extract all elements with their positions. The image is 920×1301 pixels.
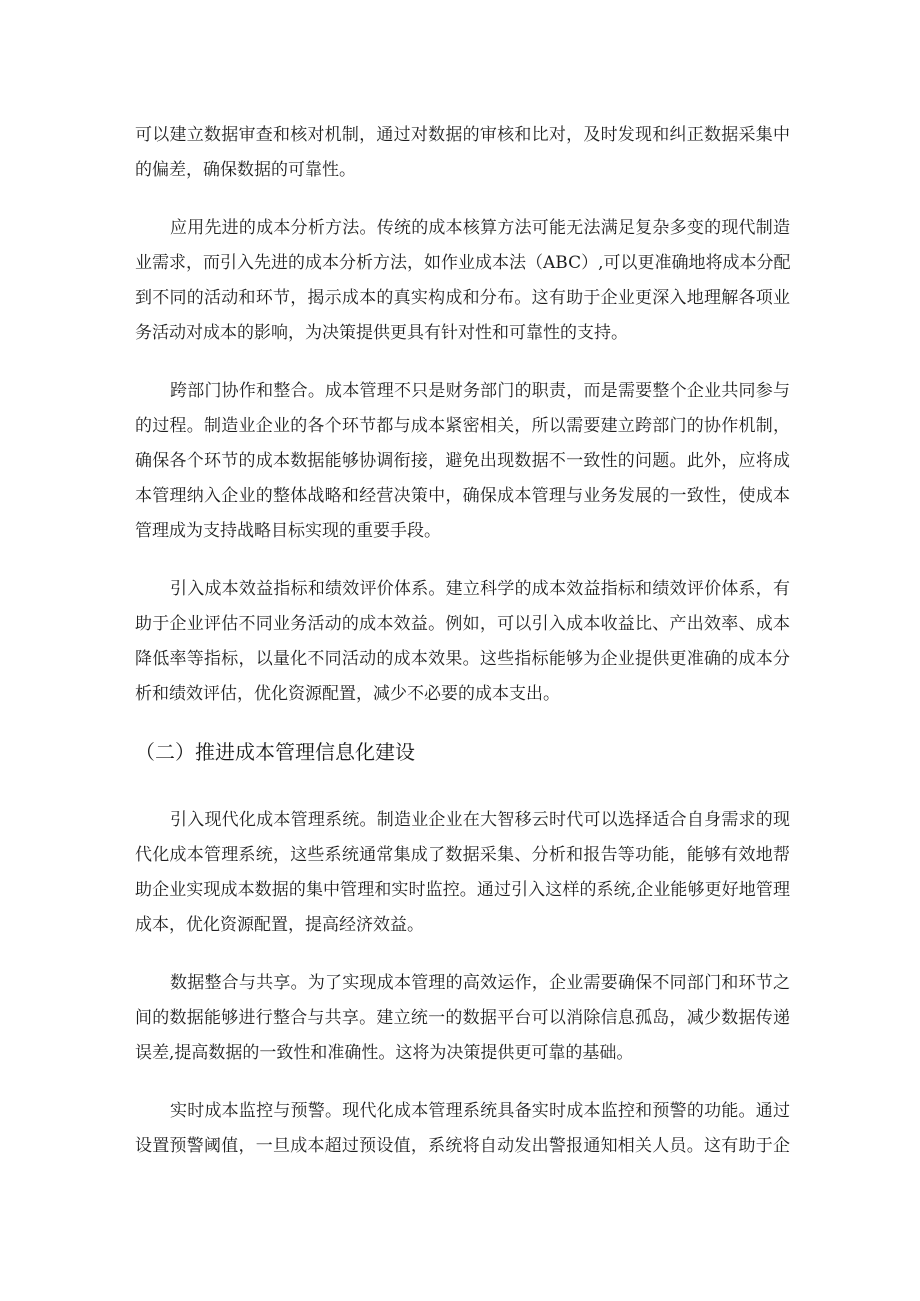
text-line: 引入现代化成本管理系统。制造业企业在大智移云时代可以选择适合自身需求的现 <box>170 810 790 830</box>
paragraph-performance-indicators <box>135 572 790 712</box>
text-line: 的偏差，确保数据的可靠性。 <box>135 160 356 180</box>
text-line: 数据整合与共享。为了实现成本管理的高效运作，企业需要确保不同部门和环节之 <box>170 973 790 993</box>
text-line: 实时成本监控与预警。现代化成本管理系统具备实时成本监控和预警的功能。通过 <box>170 1101 790 1121</box>
text-line: 本管理纳入企业的整体战略和经营决策中，确保成本管理与业务发展的一致性，使成本 <box>135 486 790 506</box>
paragraph-cross-department <box>135 374 790 549</box>
text-line: 确保各个环节的成本数据能够协调衔接，避免出现数据不一致性的问题。此外，应将成 <box>135 451 790 471</box>
text-line: 可以建立数据审查和核对机制，通过对数据的审核和比对，及时发现和纠正数据采集中 <box>135 125 790 145</box>
text-line: 降低率等指标，以量化不同活动的成本效果。这些指标能够为企业提供更准确的成本分 <box>135 649 790 669</box>
text-line: 到不同的活动和环节，揭示成本的真实构成和分布。这有助于企业更深入地理解各项业 <box>135 288 790 308</box>
paragraph-cost-analysis-methods <box>135 211 790 351</box>
text-line: 务活动对成本的影响，为决策提供更具有针对性和可靠性的支持。 <box>135 323 628 343</box>
text-line: 引入成本效益指标和绩效评价体系。建立科学的成本效益指标和绩效评价体系，有 <box>170 579 790 599</box>
paragraph-cost-management-system <box>135 803 790 943</box>
text-line: 间的数据能够进行整合与共享。建立统一的数据平台可以消除信息孤岛，减少数据传递 <box>135 1008 790 1028</box>
paragraph-realtime-monitoring <box>135 1094 790 1164</box>
document-body <box>135 118 790 1164</box>
paragraph-data-review-continuation <box>135 118 790 188</box>
text-line: 应用先进的成本分析方法。传统的成本核算方法可能无法满足复杂多变的现代制造 <box>170 218 790 238</box>
text-line: 助于企业评估不同业务活动的成本效益。例如，可以引入成本收益比、产出效率、成本 <box>135 614 790 634</box>
paragraph-data-integration <box>135 966 790 1071</box>
text-line: 析和绩效评估，优化资源配置，减少不必要的成本支出。 <box>135 684 560 704</box>
text-line: 业需求，而引入先进的成本分析方法，如作业成本法（ABC）,可以更准确地将成本分配 <box>135 253 790 273</box>
text-line: 助企业实现成本数据的集中管理和实时监控。通过引入这样的系统,企业能够更好地管理 <box>135 880 790 900</box>
text-line: 管理成为支持战略目标实现的重要手段。 <box>135 521 441 541</box>
text-line: 跨部门协作和整合。成本管理不只是财务部门的职责，而是需要整个企业共同参与 <box>170 381 790 401</box>
text-line: 代化成本管理系统，这些系统通常集成了数据采集、分析和报告等功能，能够有效地帮 <box>135 845 790 865</box>
text-line: 的过程。制造业企业的各个环节都与成本紧密相关，所以需要建立跨部门的协作机制， <box>135 416 790 436</box>
text-line: 设置预警阈值，一旦成本超过预设值，系统将自动发出警报通知相关人员。这有助于企 <box>135 1136 790 1156</box>
text-line: 成本，优化资源配置，提高经济效益。 <box>135 915 424 935</box>
text-line: 误差,提高数据的一致性和准确性。这将为决策提供更可靠的基础。 <box>135 1043 634 1063</box>
section-heading: （二）推进成本管理信息化建设 <box>135 740 415 764</box>
